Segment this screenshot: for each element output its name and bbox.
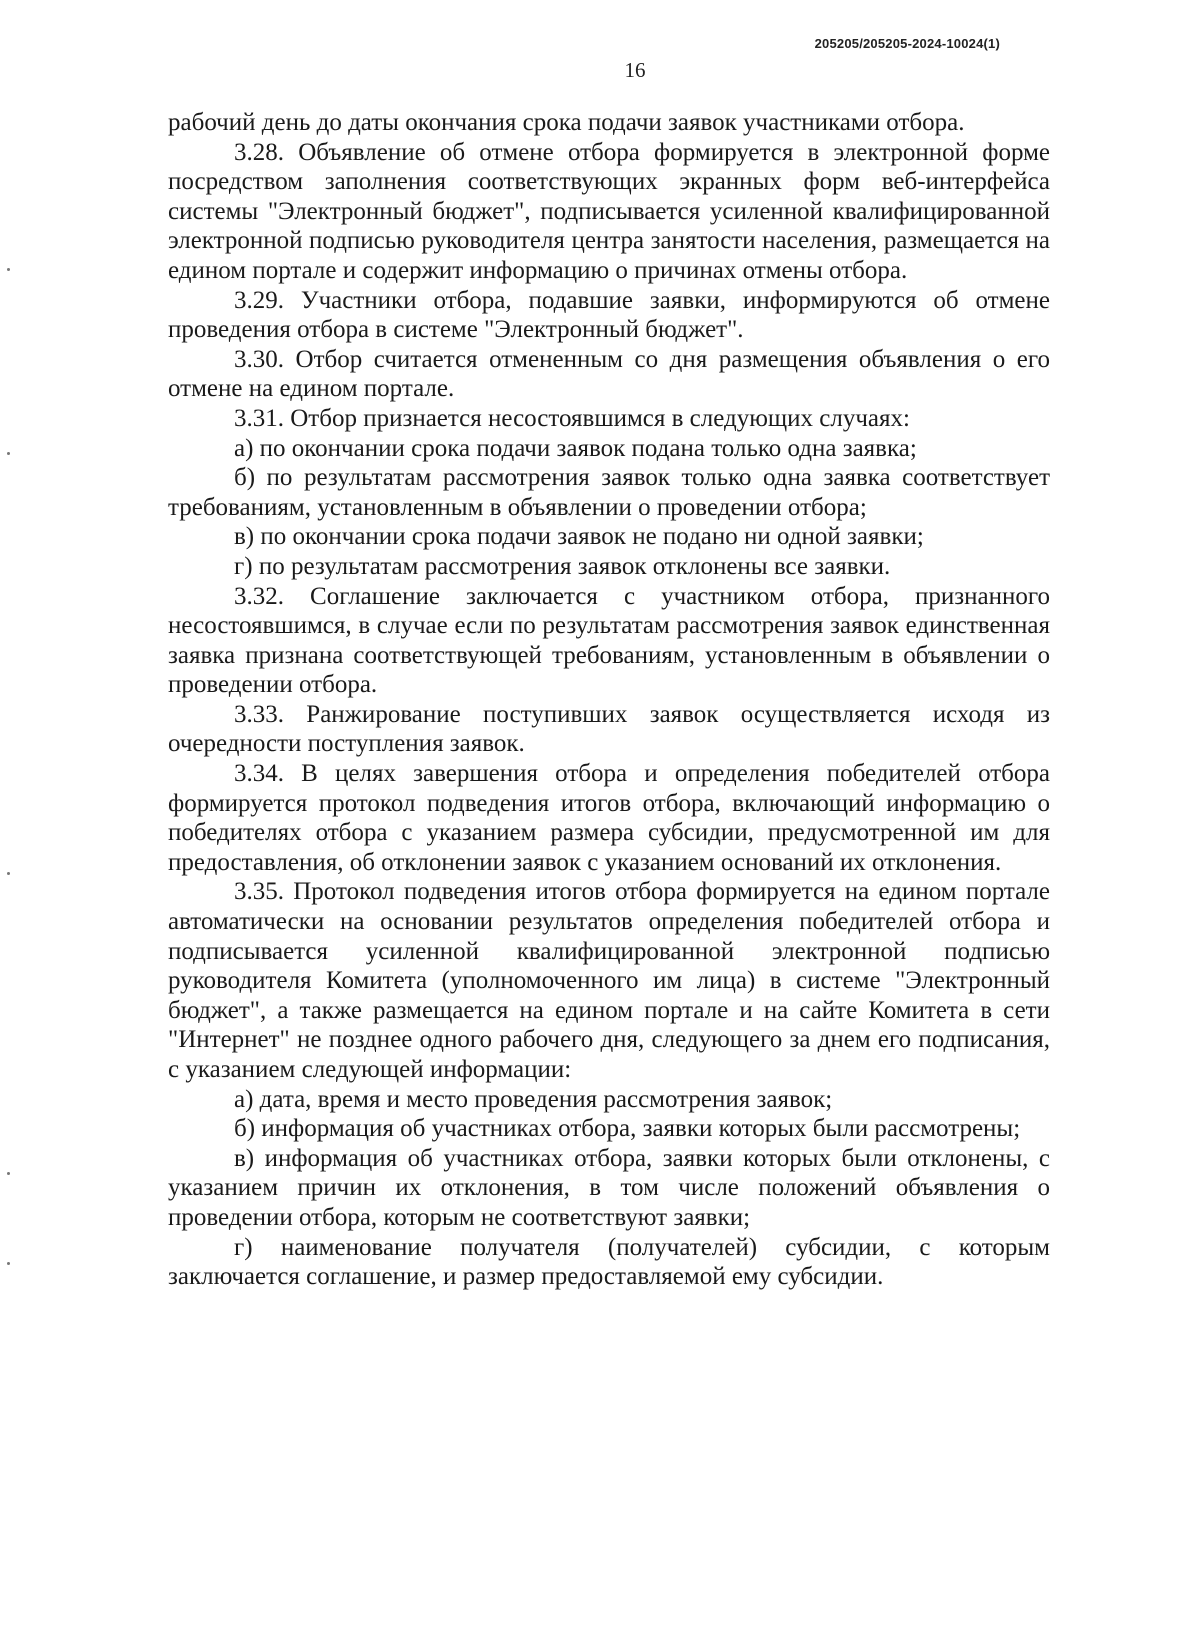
paragraph-3-34: 3.34. В целях завершения отбора и определения победителей отбора формируется протокол подведения итогов отбора, включающий информацию о победителях отбора с указанием размера субсидии, предусмотренной им для предоставления, об отклонении заявок с указанием оснований их отклонения.: [168, 760, 1050, 876]
paragraph-3-31: 3.31. Отбор признается несостоявшимся в следующих случаях:: [234, 404, 910, 432]
paragraph-3-29: 3.29. Участники отбора, подавшие заявки, информируются об отмене проведения отбора в системе "Электронный бюджет".: [168, 286, 1050, 344]
scan-speck: [7, 1172, 10, 1175]
page-number: 16: [624, 58, 646, 82]
paragraph-3-30: 3.30. Отбор считается отмененным со дня размещения объявления о его отмене на едином портале.: [168, 345, 1050, 403]
list-item-3-35-a: а) дата, время и место проведения рассмотрения заявок;: [234, 1085, 833, 1113]
paragraph-3-32: 3.32. Соглашение заключается с участником отбора, признанного несостоявшимся, в случае если по результатам рассмотрения заявок единственная заявка признана соответствующей требованиям, установленным в объявлении о проведении отбора.: [168, 582, 1050, 699]
list-item-3-35-v: в) информация об участниках отбора, заявки которых были отклонены, с указанием причин их отклонения, в том числе положений объявления о проведении отбора, которым не соответствуют заявки;: [168, 1144, 1050, 1231]
list-item-3-31-b: б) по результатам рассмотрения заявок только одна заявка соответствует требованиям, установленным в объявлении о проведении отбора;: [168, 464, 1050, 521]
scan-speck: [7, 452, 10, 455]
list-item-3-35-g: г) наименование получателя (получателей) субсидии, с которым заключается соглашение, и размер предоставляемой ему субсидии.: [168, 1233, 1050, 1291]
scan-speck: [7, 872, 10, 875]
list-item-3-31-v: в) по окончании срока подачи заявок не подано ни одной заявки;: [234, 523, 924, 551]
document-id: 205205/205205-2024-10024(1): [814, 36, 1000, 51]
scan-speck: [7, 268, 10, 271]
scan-speck: [7, 1262, 10, 1265]
document-body: [168, 108, 1050, 1292]
list-item-3-31-a: а) по окончании срока подачи заявок подана только одна заявка;: [234, 434, 917, 462]
list-item-3-35-b: б) информация об участниках отбора, заявки которых были рассмотрены;: [234, 1115, 1021, 1143]
paragraph-3-33: 3.33. Ранжирование поступивших заявок осуществляется исходя из очередности поступления заявок.: [168, 700, 1050, 758]
list-item-3-31-g: г) по результатам рассмотрения заявок отклонены все заявки.: [234, 552, 891, 580]
paragraph-3-35: 3.35. Протокол подведения итогов отбора формируется на едином портале автоматически на основании результатов определения победителей отбора и подписывается усиленной квалифицированной электронной подписью руководителя Комитета (уполномоченного им лица) в системе "Электронный бюджет", а также размещается на едином портале и на сайте Комитета в сети "Интернет" не позднее одного рабочего дня, следующего за днем его подписания, с указанием следующей информации:: [168, 878, 1050, 1083]
paragraph-continuation: рабочий день до даты окончания срока подачи заявок участниками отбора.: [168, 109, 965, 136]
paragraph-3-28: 3.28. Объявление об отмене отбора формируется в электронной форме посредством заполнения соответствующих экранных форм веб-интерфейса системы "Электронный бюджет", подписывается усиленной квалифицированной электронной подписью руководителя центра занятости населения, размещается на едином портале и содержит информацию о причинах отмены отбора.: [168, 138, 1050, 284]
